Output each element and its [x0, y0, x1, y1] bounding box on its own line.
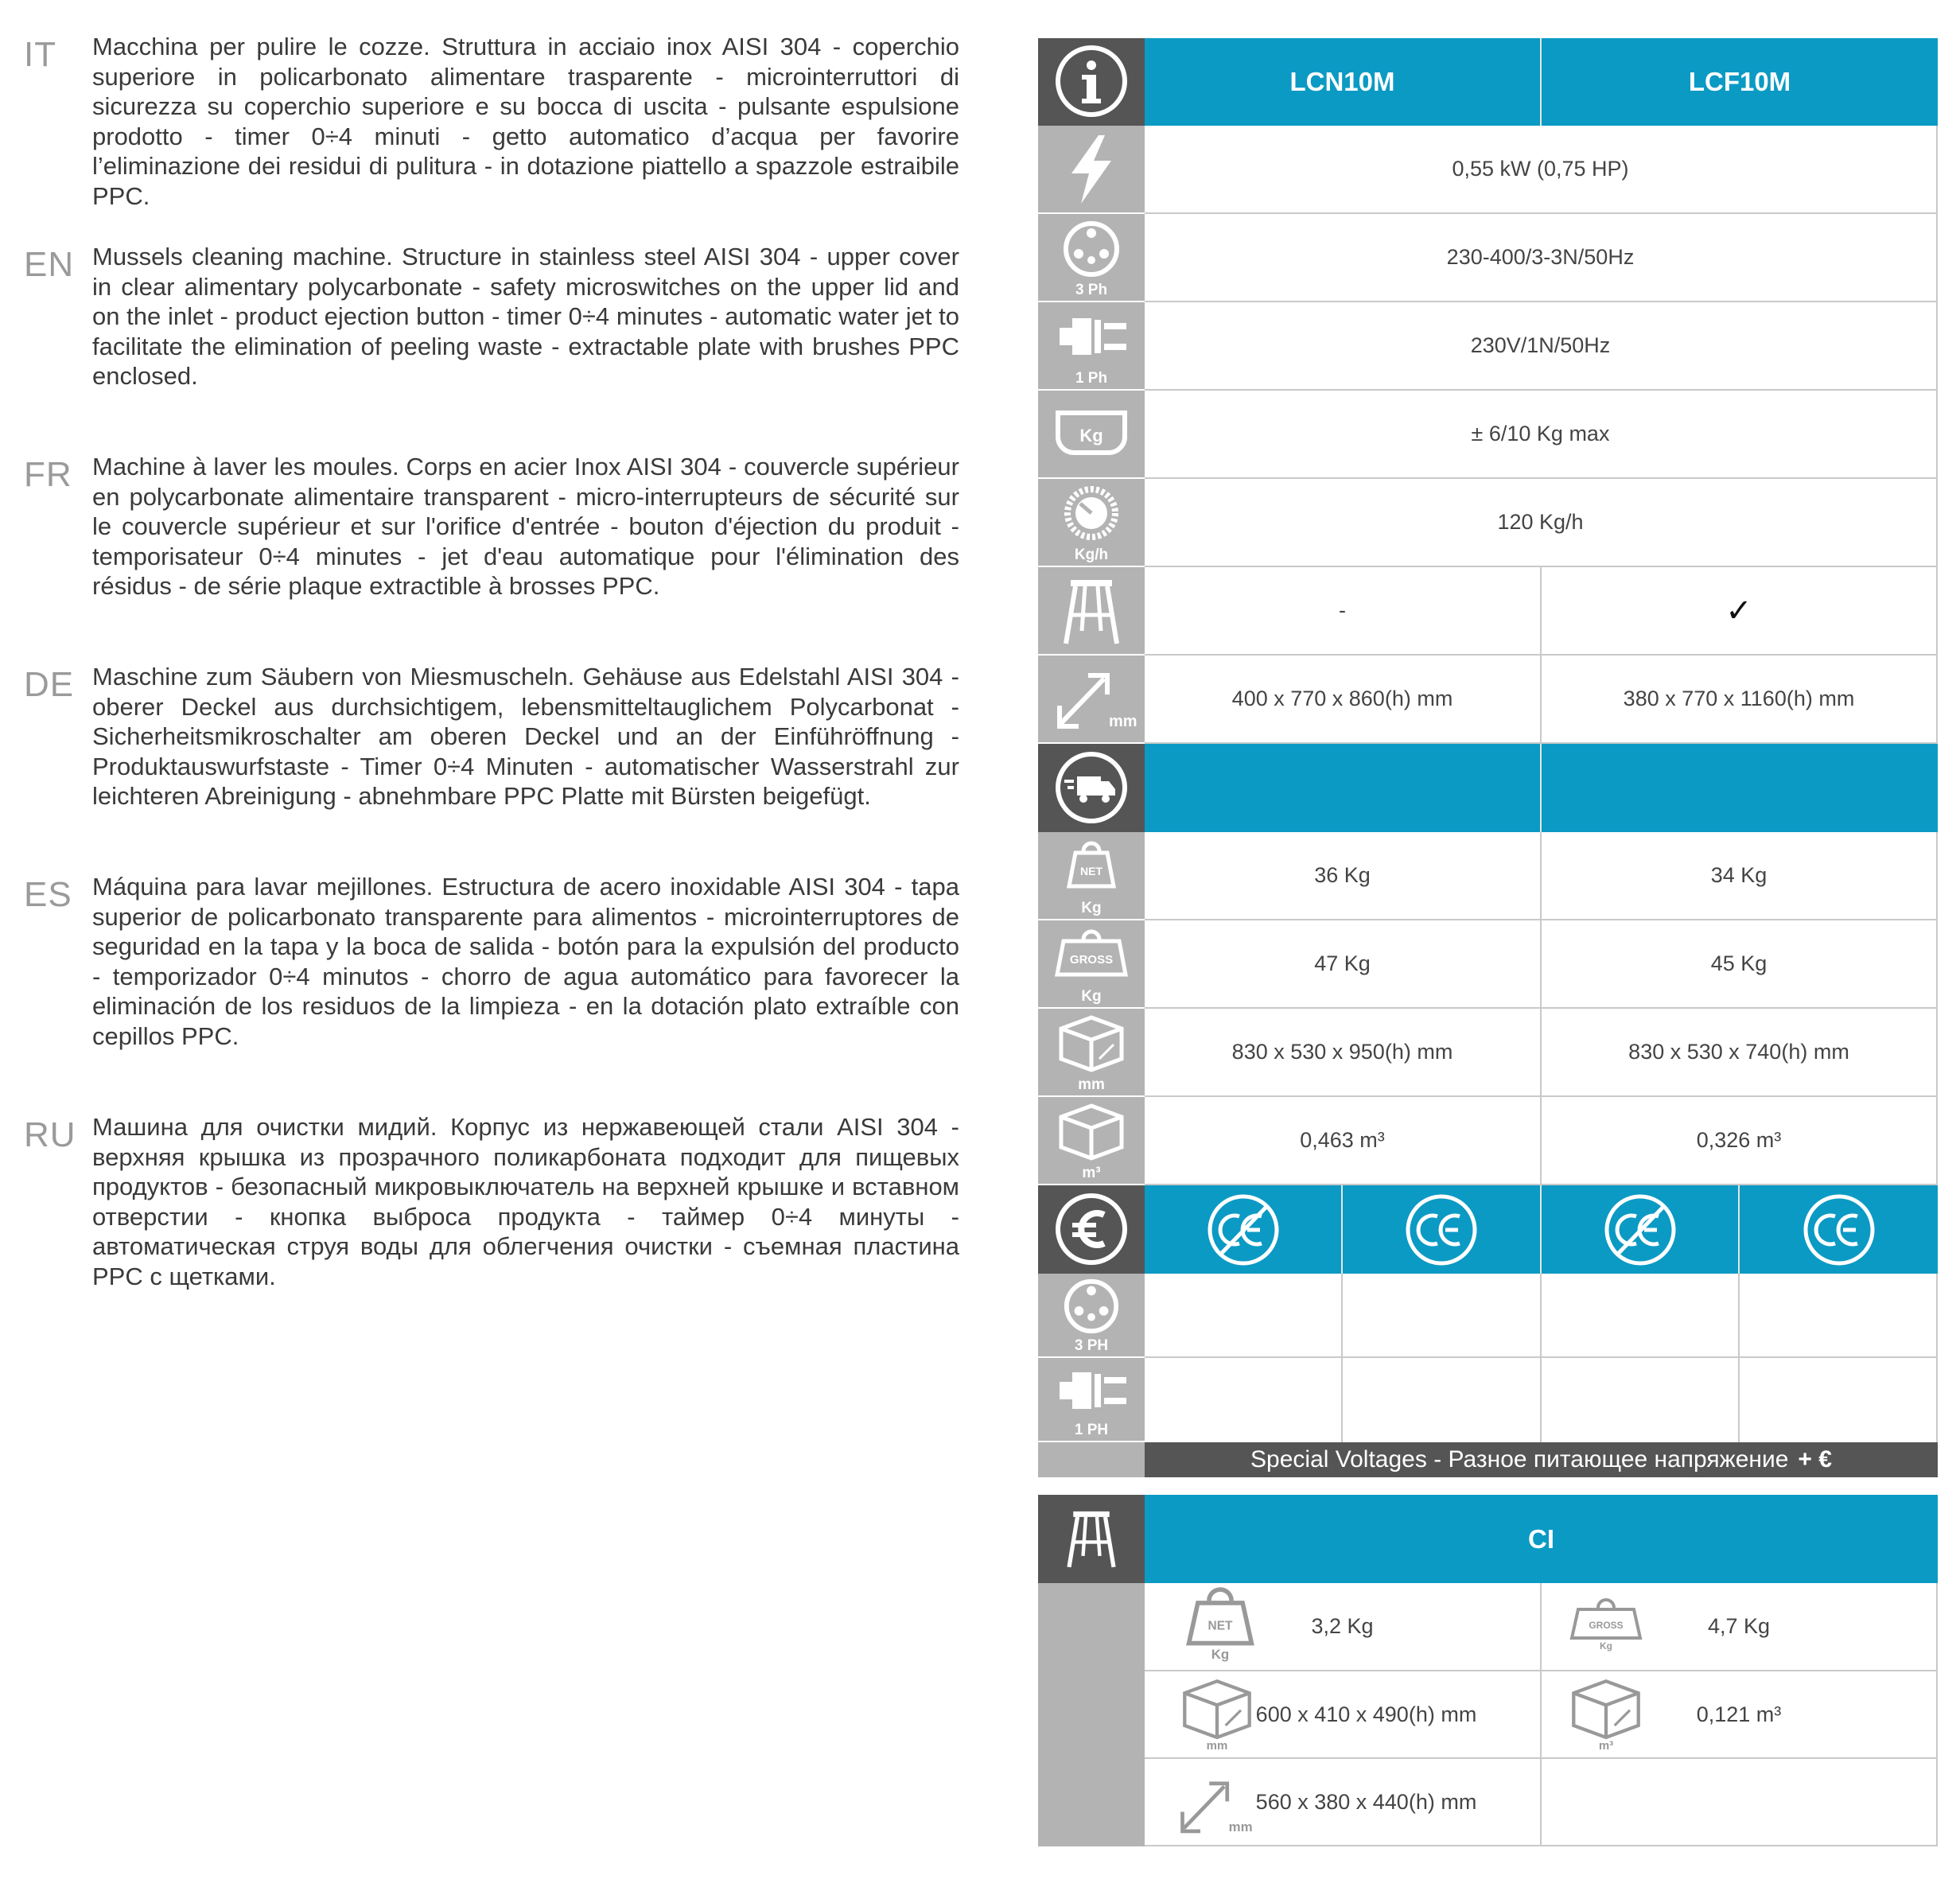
dimensions-value-2: 380 x 770 x 1160(h) mm [1542, 656, 1938, 744]
gross-weight-icon [1038, 920, 1145, 1009]
dimension-arrow-icon [1038, 656, 1145, 744]
language-code: EN [24, 245, 75, 284]
description-text: Машина для очистки мидий. Корпус из нержавеющей стали AISI 304 - верхняя крышка из прозрачного поликарбоната подходит для пищевых продуктов - безопасный микровыключатель на верхней крышке и вставном отверстии - кнопка выброса продукта - таймер 0÷4 минуты - автоматическая струя воды для облегчения очистки - съемная пластина PPC с щетками. [92, 1113, 959, 1290]
price-header-row [1038, 1185, 1938, 1274]
dimensions-row [1038, 656, 1938, 744]
package-dimensions-value-2: 830 x 530 x 740(h) mm [1542, 1009, 1938, 1097]
gross-weight-row [1038, 920, 1938, 1009]
description-text: Macchina per pulire le cozze. Struttura in acciaio inox AISI 304 - coperchio superiore in policarbonato alimentare trasparente - microinterruttori di sicurezza su coperchio superiore e su bocca di uscita - pulsante espulsione prodotto - timer 0÷4 minuti - getto automatico d’acqua per favorire l’eliminazione dei residui di pulitura - in dotazione piattello a spazzole estraibile PPC. [92, 33, 959, 210]
accessory-package-vol-cell [1542, 1671, 1938, 1759]
info-icon [1038, 38, 1145, 126]
price-three-phase-row [1038, 1274, 1938, 1358]
accessory-dimensions-row [1038, 1759, 1938, 1846]
shipping-header-cell-2 [1542, 744, 1938, 832]
gross-weight-value-2: 45 Kg [1542, 920, 1938, 1009]
mm-text: mm [1228, 1819, 1253, 1834]
price-cell [1542, 1274, 1740, 1358]
model-header-1: LCN10M [1145, 38, 1542, 126]
icon-label: Kg [1081, 988, 1102, 1005]
language-code: IT [24, 35, 57, 74]
kg-text: Kg [1600, 1640, 1612, 1652]
accessory-dimensions: 560 x 380 x 440(h) mm [1255, 1789, 1477, 1814]
dimension-arrow-icon [1176, 1770, 1253, 1842]
icon-label: mm [1078, 1076, 1105, 1093]
bowl-kg-icon [1038, 391, 1145, 479]
accessory-package-row [1038, 1671, 1938, 1759]
m3-text: m³ [1598, 1739, 1614, 1753]
accessory-package-volume: 0,121 m³ [1696, 1702, 1782, 1726]
special-voltages-row [1038, 1442, 1938, 1477]
icon-label: 1 PH [1074, 1422, 1109, 1438]
gauge-icon [1038, 479, 1145, 567]
accessory-icon-spacer [1038, 1583, 1145, 1671]
price-cell [1145, 1358, 1343, 1442]
price-cell [1542, 1358, 1740, 1442]
model-header-2: LCF10M [1542, 38, 1938, 126]
shipping-header-row [1038, 744, 1938, 832]
special-voltages-spacer [1038, 1442, 1145, 1477]
single-phase-plug-icon [1038, 1358, 1145, 1442]
three-phase-plug-icon [1038, 1274, 1145, 1358]
description-text: Mussels cleaning machine. Structure in stainless steel AISI 304 - upper cover in clear alimentary polycarbonate - safety microswitches on the upper lid and on the inlet - product ejection button - timer 0÷4 minutes - automatic water jet to facilitate the elimination of peeling waste - extractable plate with brushes PPC enclosed. [92, 243, 959, 390]
price-cell [1740, 1274, 1938, 1358]
accessory-dimensions-cell [1145, 1759, 1542, 1846]
power-row [1038, 126, 1938, 214]
accessory-package-dim-cell [1145, 1671, 1542, 1759]
load-value: ± 6/10 Kg max [1145, 391, 1938, 479]
bowl-kg-text: Kg [1079, 425, 1103, 445]
net-text: NET [1080, 864, 1102, 877]
description-text: Machine à laver les moules. Corps en acier Inox AISI 304 - couvercle supérieur en polycarbonate alimentaire transparent - micro-interrupteurs de sécurité sur le couvercle supérieur et sur l'orifice d'entrée - bouton d'éjection du produit - temporisateur 0÷4 minutes - jet d'eau automatique pour l'élimination des résidus - de série plaque extractible à brosses PPC. [92, 453, 959, 600]
dimension-mm-text: mm [1109, 712, 1138, 730]
accessory-gross-weight: 4,7 Kg [1707, 1614, 1771, 1638]
accessory-empty-cell [1542, 1759, 1938, 1846]
icon-label: 3 Ph [1075, 282, 1108, 298]
lightning-icon [1038, 126, 1145, 214]
description-text: Máquina para lavar mejillones. Estructura de acero inoxidable AISI 304 - tapa superior de policarbonato transparente para alimentos - microinterruptores de seguridad en la tapa y la boca de salida - botón para la expulsión del producto - temporizador 0÷4 minutos - chorro de agua automático para favorecer la eliminación de los residuos de la limpieza - en la dotación plato extraíble con cepillos PPC. [92, 873, 959, 1050]
truck-icon [1038, 744, 1145, 832]
shipping-header-cell-1 [1145, 744, 1542, 832]
package-volume-value-1: 0,463 m³ [1145, 1097, 1542, 1185]
three-phase-value: 230-400/3-3N/50Hz [1145, 214, 1938, 302]
gross-weight-icon [1570, 1589, 1642, 1661]
no-ce-mark-icon [1145, 1185, 1343, 1274]
stand-value-2: ✓ [1542, 567, 1938, 656]
language-code: RU [24, 1115, 76, 1154]
net-weight-icon [1038, 832, 1145, 920]
accessory-icon-spacer [1038, 1759, 1145, 1846]
accessory-gross-cell [1542, 1583, 1938, 1671]
net-weight-icon [1184, 1589, 1256, 1661]
accessory-package-dimensions: 600 x 410 x 490(h) mm [1255, 1702, 1477, 1726]
package-box-m3-icon [1570, 1678, 1642, 1753]
kg-text: Kg [1211, 1647, 1230, 1663]
power-value: 0,55 kW (0,75 HP) [1145, 126, 1938, 214]
capacity-row [1038, 479, 1938, 567]
ce-mark-icon [1343, 1185, 1542, 1274]
special-voltages-bar [1145, 1442, 1938, 1477]
icon-label: Kg [1081, 900, 1102, 916]
single-phase-plug-icon [1038, 302, 1145, 391]
price-cell [1145, 1274, 1343, 1358]
accessory-weight-row [1038, 1583, 1938, 1671]
price-cell [1740, 1358, 1938, 1442]
icon-label: 3 PH [1074, 1337, 1109, 1354]
package-box-mm-icon [1038, 1009, 1145, 1097]
description-text: Maschine zum Säubern von Miesmuscheln. Gehäuse aus Edelstahl AISI 304 - oberer Deckel aus durchsichtigem, lebensmitteltauglichem Polycarbonat - Sicherheitsmikroschalter am oberen Deckel und an der Einführöffnung - Produktauswurfstaste - Timer 0÷4 Minuten - automatischer Wasserstrahl zur leichteren Abreinigung - abnehmbare PPC Platte mit Bürsten beigefügt. [92, 663, 959, 810]
package-box-mm-icon [1181, 1678, 1253, 1753]
stand-row [1038, 567, 1938, 656]
gross-text: GROSS [1589, 1620, 1624, 1631]
price-cell [1343, 1274, 1542, 1358]
accessory-net-cell [1145, 1583, 1542, 1671]
capacity-value: 120 Kg/h [1145, 479, 1938, 567]
package-box-m3-icon [1038, 1097, 1145, 1185]
package-volume-value-2: 0,326 m³ [1542, 1097, 1938, 1185]
net-weight-value-1: 36 Kg [1145, 832, 1542, 920]
accessory-name: CI [1145, 1495, 1938, 1583]
no-ce-mark-icon [1542, 1185, 1740, 1274]
ce-mark-icon [1740, 1185, 1938, 1274]
icon-label: m³ [1082, 1165, 1101, 1181]
net-weight-value-2: 34 Kg [1542, 832, 1938, 920]
three-phase-row [1038, 214, 1938, 302]
single-phase-value: 230V/1N/50Hz [1145, 302, 1938, 391]
icon-label: Kg/h [1074, 547, 1109, 563]
icon-label: 1 Ph [1075, 370, 1108, 387]
language-code: ES [24, 875, 72, 914]
stand-icon [1038, 1495, 1145, 1583]
language-code: FR [24, 455, 72, 494]
gross-text: GROSS [1069, 952, 1114, 967]
special-voltages-label: Special Voltages - Разное питающее напряжение [1250, 1446, 1789, 1473]
gross-weight-value-1: 47 Kg [1145, 920, 1542, 1009]
net-weight-row [1038, 832, 1938, 920]
price-cell [1343, 1358, 1542, 1442]
special-voltages-plus: + € [1798, 1446, 1832, 1473]
euro-icon [1038, 1185, 1145, 1274]
package-dimensions-row [1038, 1009, 1938, 1097]
package-volume-row [1038, 1097, 1938, 1185]
package-dimensions-value-1: 830 x 530 x 950(h) mm [1145, 1009, 1542, 1097]
three-phase-plug-icon [1038, 214, 1145, 302]
net-text: NET [1208, 1619, 1233, 1633]
header-row [1038, 38, 1938, 126]
language-code: DE [24, 665, 75, 704]
single-phase-row [1038, 302, 1938, 391]
mm-text: mm [1206, 1739, 1228, 1753]
price-single-phase-row [1038, 1358, 1938, 1442]
accessory-net-weight: 3,2 Kg [1311, 1614, 1374, 1638]
accessory-header-row [1038, 1495, 1938, 1583]
stand-icon [1038, 567, 1145, 656]
load-row [1038, 391, 1938, 479]
stand-value-1: - [1145, 567, 1542, 656]
accessory-icon-spacer [1038, 1671, 1145, 1759]
dimensions-value-1: 400 x 770 x 860(h) mm [1145, 656, 1542, 744]
